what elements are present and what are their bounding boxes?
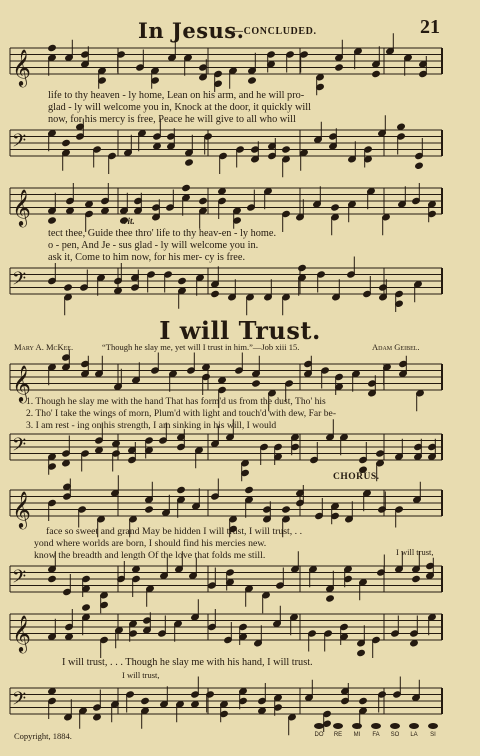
note-head (258, 707, 267, 714)
note-head (376, 450, 385, 457)
note-head (412, 575, 421, 582)
treble-clef-icon: 𝄞 (12, 48, 31, 86)
scripture-reference: “Though he slay me, yet will I trust in him.”—Job xiii 15. (102, 342, 300, 352)
note-head (331, 204, 340, 211)
note-head (335, 64, 344, 71)
chorus-label: CHORUS. (333, 472, 380, 482)
note-head (185, 159, 194, 166)
bass-clef-icon: 𝄢 (12, 689, 27, 714)
note-head (177, 486, 186, 493)
note-head (357, 649, 366, 656)
so-shape-icon (390, 723, 400, 729)
note-head (218, 377, 227, 384)
note-head (114, 287, 123, 294)
note-head (397, 123, 406, 130)
page-number: 21 (420, 16, 440, 38)
note-head (211, 290, 220, 297)
solfa-label: FA (372, 732, 380, 738)
copyright-notice: Copyright, 1884. (14, 731, 72, 741)
note-head (66, 207, 75, 214)
si-shape-icon (428, 723, 438, 729)
note-head (252, 380, 261, 387)
note-head (182, 184, 191, 191)
mi-shape-icon (352, 723, 362, 729)
verse-line: face so sweet and grand May be hidden I will trust, I will trust, . . (46, 526, 303, 537)
verse-line: 3. I am rest - ing on his strength, I am sinking in his will, I would (26, 420, 277, 431)
concluded-label: —CONCLUDED. (233, 26, 317, 37)
note-head (65, 633, 74, 640)
note-head (101, 207, 110, 214)
note-head (62, 460, 71, 467)
treble-clef-icon: 𝄞 (12, 364, 31, 402)
note-head (199, 197, 208, 204)
solfa-label: DO (314, 732, 324, 738)
note-head (245, 486, 254, 493)
composer-credit: Adam Geibel. (372, 342, 420, 352)
note-head (95, 447, 104, 454)
bass-part-text: I will trust, (122, 670, 160, 680)
note-head (191, 701, 200, 708)
re-shape-icon (333, 723, 343, 729)
ritardando-mark: rit. (124, 216, 135, 226)
note-head (132, 566, 141, 573)
note-head (298, 264, 307, 271)
note-head (372, 70, 381, 77)
verse-line: 2. Tho' I take the wings of morn, Plum'd with light and touch'd with dew, Far be- (26, 408, 337, 419)
lyric-line: life to thy heaven - ly home, Lean on his arm, and he will pro- (48, 90, 305, 101)
note-head (248, 77, 257, 84)
bass-clef-icon: 𝄢 (12, 131, 27, 156)
lyric-line: glad - ly will welcome you in, Knock at the door, it quickly will (48, 102, 311, 113)
solfa-label: SI (430, 732, 436, 738)
treble-clef-icon: 𝄞 (12, 188, 31, 226)
hymn-title-concluded: In Jesus. (138, 18, 245, 43)
note-head (48, 217, 57, 224)
note-head (48, 575, 57, 582)
note-head (282, 506, 291, 513)
verse-line: yond where worlds are born, I should find his mercies new. (34, 538, 267, 549)
note-head (85, 201, 94, 208)
solfa-shape-notes (309, 722, 441, 732)
note-head (112, 440, 121, 447)
note-head (178, 277, 187, 284)
do-shape-icon (314, 723, 324, 729)
note-head (153, 143, 162, 150)
note-head (93, 714, 102, 721)
note-head (62, 139, 71, 146)
bass-clef-icon: 𝄢 (12, 269, 27, 294)
solfa-label: LA (410, 732, 418, 738)
note-head (48, 44, 57, 51)
bass-clef-icon: 𝄢 (12, 567, 27, 592)
note-head (415, 162, 424, 169)
verse-line: know the breadth and length Of the love that folds me still. (34, 550, 266, 561)
treble-clef-icon: 𝄞 (12, 614, 31, 652)
solfa-label: SO (390, 732, 400, 738)
author-credit: Mary A. McKee. (14, 342, 74, 352)
note-head (82, 604, 91, 611)
note-head (202, 364, 211, 371)
note-head (48, 688, 57, 695)
fa-shape-icon (371, 723, 381, 729)
treble-clef-icon: 𝄞 (12, 490, 31, 528)
note-head (410, 640, 419, 647)
lyric-line: tect thee, Guide thee thro' life to thy heav-en - ly home. (48, 228, 277, 239)
solfa-label: RE (333, 732, 343, 738)
lyric-line: o - pen, And Je - sus glad - ly will welcome you in. (48, 240, 259, 251)
lyric-line: now, for his mercy is free, Peace he will give to all who will (48, 114, 296, 125)
chorus-lyric-line: I will trust, . . . Though he slay me with his hand, I will trust. (62, 657, 313, 668)
note-head (64, 284, 73, 291)
lyric-line: ask it, Come to him now, for his mer- cy is free. (48, 252, 246, 263)
solfa-key (309, 722, 441, 742)
note-head (145, 506, 154, 513)
note-head (326, 595, 335, 602)
alto-part-text: I will trust, (396, 547, 434, 557)
note-head (218, 188, 227, 195)
solfa-label: MI (353, 732, 361, 738)
verse-line: 1. Though he slay me with the hand That has form'd us from the dust, Tho' his (26, 396, 326, 407)
song-title: I will Trust. (159, 316, 321, 345)
note-head (141, 697, 150, 704)
note-head (359, 697, 368, 704)
bass-clef-icon: 𝄢 (12, 435, 27, 460)
note-head (282, 146, 291, 153)
la-shape-icon (409, 723, 419, 729)
